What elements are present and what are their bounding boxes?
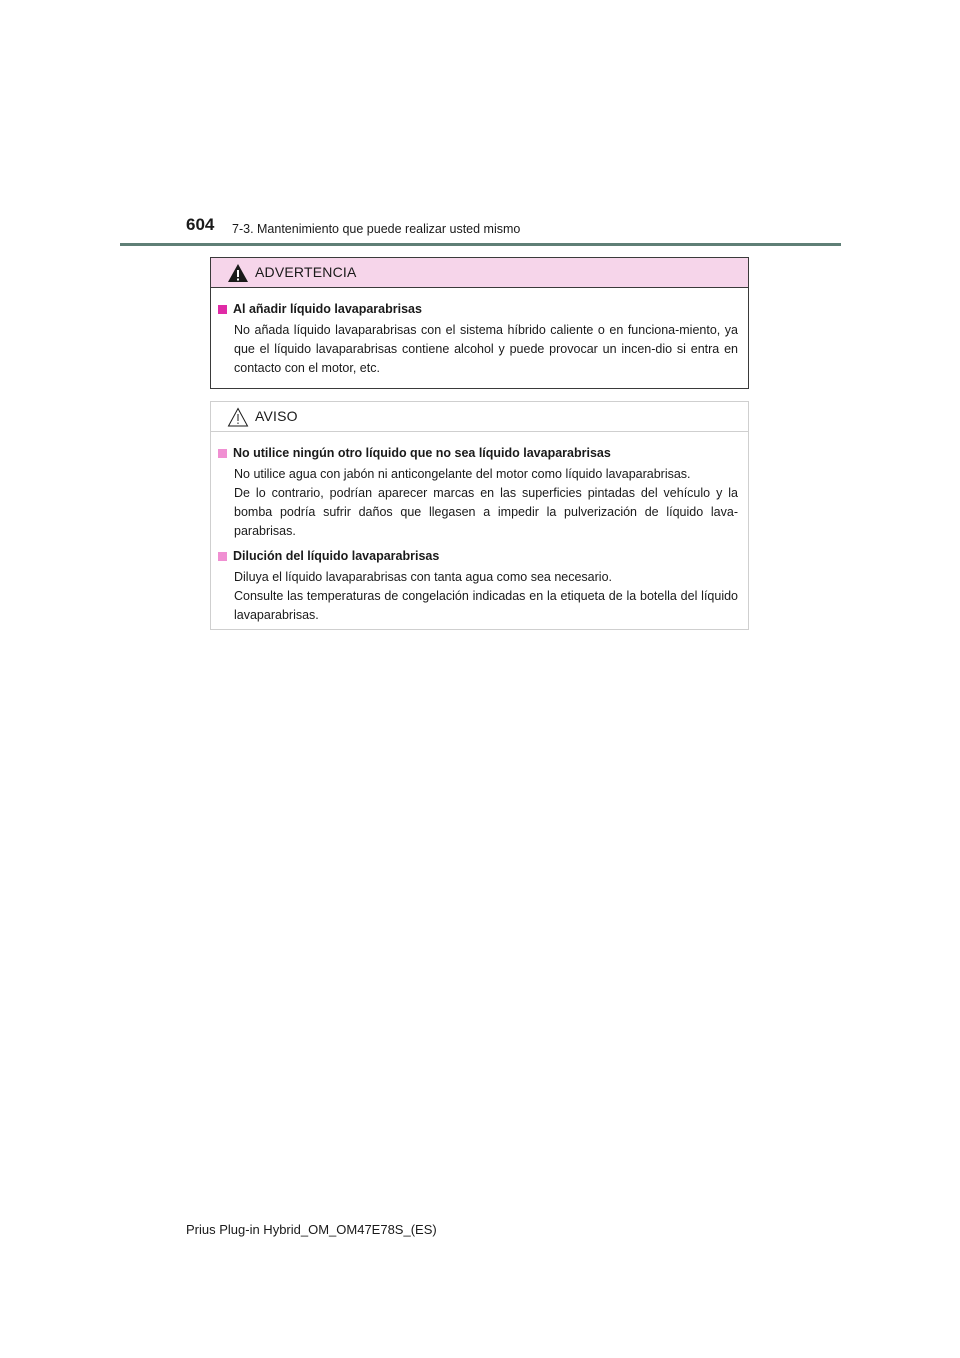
notice-item-text [218, 568, 738, 625]
notice-item-paragraph: De lo contrario, podrían aparecer marcas en las superficies pintadas del vehículo y la bomba podría sufrir daños que llegasen a impedir la pulverización de líquido lava-parabrisas. [234, 486, 738, 538]
warning-box [210, 257, 749, 389]
notice-item-title [218, 547, 738, 565]
notice-box [210, 401, 749, 630]
bullet-square-icon [218, 552, 227, 561]
notice-item-title-text: No utilice ningún otro líquido que no sea líquido lavaparabrisas [233, 446, 611, 460]
warning-triangle-icon [227, 263, 249, 283]
warning-item-title [218, 300, 738, 318]
warning-label: ADVERTENCIA [255, 264, 357, 280]
warning-item-title-text: Al añadir líquido lavaparabrisas [233, 302, 422, 316]
notice-item-paragraph: Diluya el líquido lavaparabrisas con tanta agua como sea necesario. [234, 570, 613, 584]
warning-item-paragraph: No añada líquido lavaparabrisas con el sistema híbrido caliente o en funciona-miento, ya que el líquido lavaparabrisas contiene alcohol y puede provocar un incen-dio si entra en contacto con el motor, etc. [234, 323, 738, 375]
notice-item-paragraph: Consulte las temperaturas de congelación indicadas en la etiqueta de la botella del líquido lavaparabrisas. [234, 589, 738, 622]
notice-item-title-text: Dilución del líquido lavaparabrisas [233, 549, 440, 563]
bullet-square-icon [218, 449, 227, 458]
page-number: 604 [186, 215, 215, 234]
warning-box-body [211, 288, 748, 378]
section-title: 7-3. Mantenimiento que puede realizar usted mismo [232, 222, 521, 236]
footer-document-id: Prius Plug-in Hybrid_OM_OM47E78S_(ES) [186, 1222, 437, 1237]
notice-item [218, 444, 738, 541]
bullet-square-icon [218, 305, 227, 314]
notice-label: AVISO [255, 408, 298, 424]
page-header [0, 0, 960, 250]
header-rule [120, 243, 841, 246]
warning-box-header [211, 258, 748, 288]
notice-item-text [218, 465, 738, 541]
warning-item [218, 300, 738, 378]
notice-item-paragraph: No utilice agua con jabón ni anticongelante del motor como líquido lavaparabrisas. [234, 467, 691, 481]
warning-item-text [218, 321, 738, 378]
notice-box-body [211, 432, 748, 625]
notice-box-header [211, 402, 748, 432]
notice-item [218, 547, 738, 625]
notice-item-title [218, 444, 738, 462]
caution-triangle-icon [227, 407, 249, 427]
